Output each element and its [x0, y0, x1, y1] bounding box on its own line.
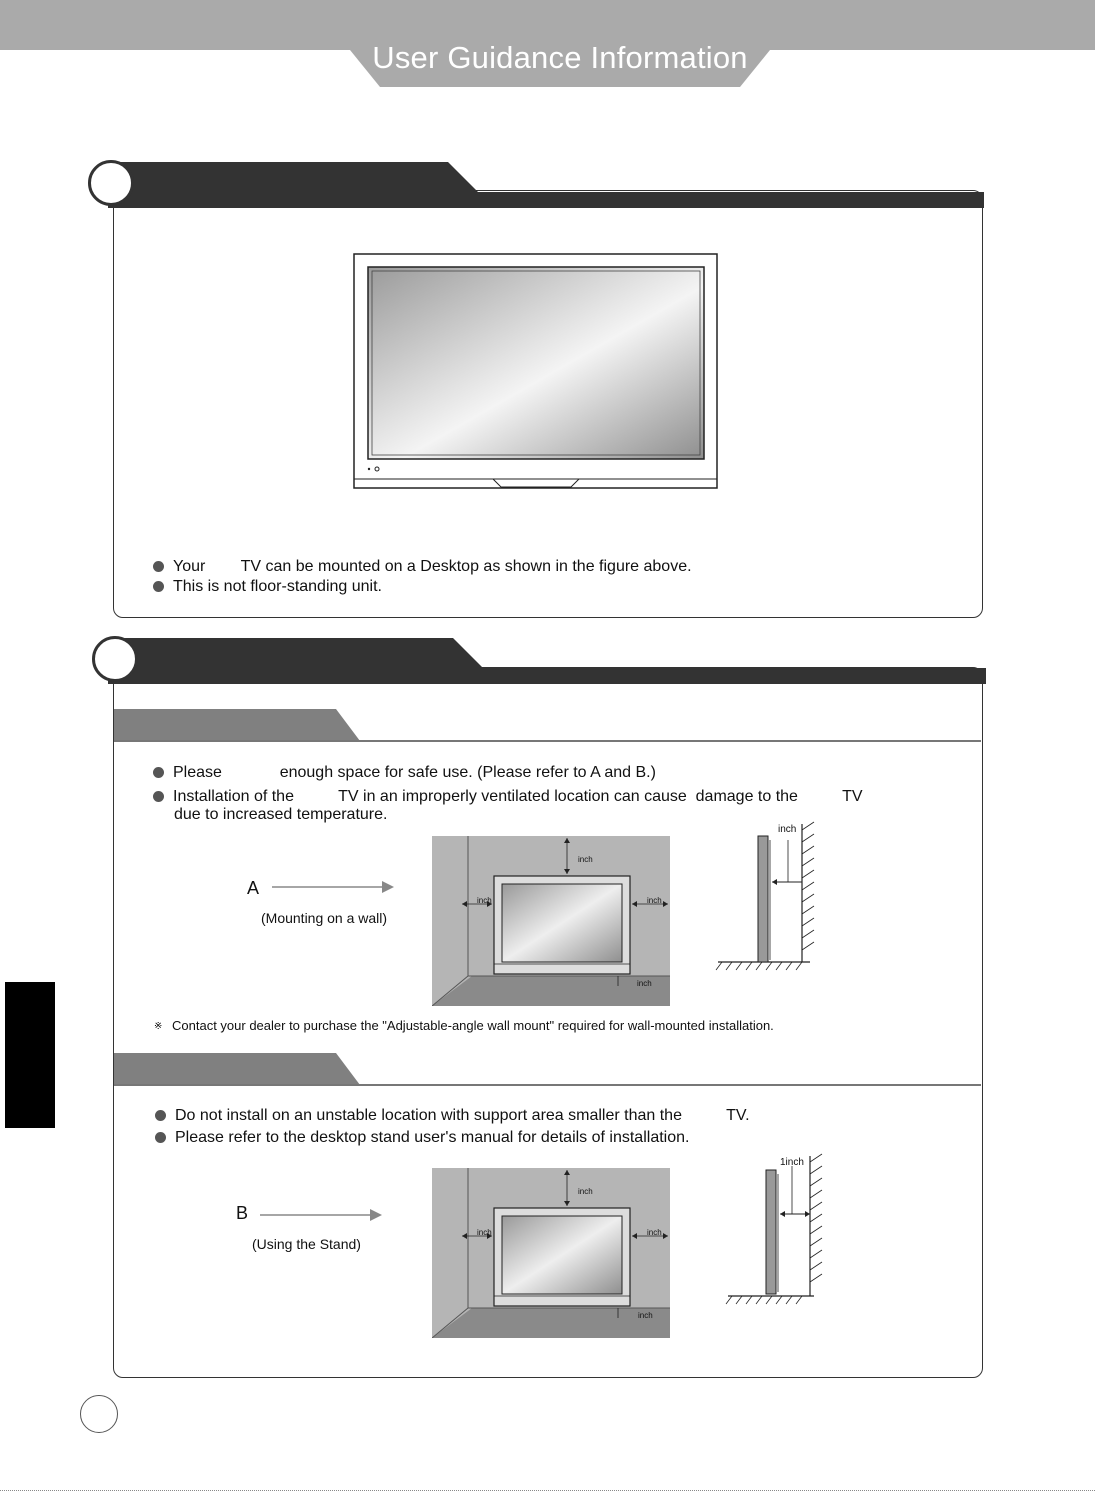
- bullet-dot-icon: [153, 561, 164, 572]
- dim-label-left-a: inch: [477, 896, 492, 905]
- side-label-b: 1inch: [780, 1157, 804, 1168]
- section2-b-bullet-1: Do not install on an unstable location with support area smaller than the TV.: [155, 1106, 750, 1126]
- side-view-wall-illustration: [714, 820, 824, 972]
- bullet-dot-icon: [155, 1110, 166, 1121]
- dim-label-top-b: inch: [578, 1187, 593, 1196]
- section1-bullet-2: This is not floor-standing unit.: [153, 577, 382, 597]
- side-view-stand-illustration: [722, 1150, 832, 1310]
- section1-number-circle: [88, 160, 134, 206]
- dim-label-right-b: inch: [647, 1228, 662, 1237]
- subsection-a-divider: [114, 740, 981, 742]
- section2-a-bullet-2: Installation of the TV in an improperly ventilated location can cause damage to the TV: [153, 787, 863, 807]
- section1-header-bar: [108, 162, 984, 208]
- bullet-dot-icon: [155, 1132, 166, 1143]
- section2-a-bullet-2-cont: due to increased temperature.: [174, 806, 388, 823]
- arrow-b-icon: [258, 1208, 384, 1222]
- section2-b-bullet-2: Please refer to the desktop stand user's manual for details of installation.: [155, 1128, 689, 1148]
- dim-label-bottom-a: inch: [637, 979, 652, 988]
- dim-label-top-a: inch: [578, 855, 593, 864]
- side-label-a: inch: [778, 824, 797, 835]
- page-title: User Guidance Information: [372, 40, 748, 75]
- dim-label-bottom-b: inch: [638, 1311, 653, 1320]
- stand-room-illustration: [432, 1168, 670, 1338]
- section2-number-circle: [92, 636, 138, 682]
- wall-mount-room-illustration: [432, 836, 670, 1006]
- dim-label-right-a: inch: [647, 896, 662, 905]
- subsection-a-tab: [114, 709, 360, 741]
- section1-bullet-1: Your TV can be mounted on a Desktop as shown in the figure above.: [153, 557, 692, 577]
- bullet-dot-icon: [153, 767, 164, 778]
- dim-label-left-b: inch: [477, 1228, 492, 1237]
- tv-front-illustration: [353, 253, 719, 491]
- side-chapter-tab: [5, 982, 55, 1128]
- label-a: A: [247, 878, 260, 898]
- wall-mount-note: Contact your dealer to purchase the "Adjustable-angle wall mount" required for wall-mounted installation.: [172, 1018, 774, 1033]
- caption-a: (Mounting on a wall): [261, 910, 388, 926]
- page-number-circle: [80, 1395, 118, 1433]
- note-symbol: ※: [154, 1021, 163, 1032]
- subsection-b-tab: [114, 1053, 360, 1085]
- bullet-dot-icon: [153, 791, 164, 802]
- section2-header-bar: [108, 638, 986, 684]
- label-b: B: [236, 1203, 249, 1223]
- bottom-dotted-line: [0, 1490, 1095, 1491]
- arrow-a-icon: [270, 880, 396, 894]
- caption-b: (Using the Stand): [252, 1236, 361, 1252]
- section2-a-bullet-1: Please enough space for safe use. (Please refer to A and B.): [153, 763, 656, 783]
- bullet-dot-icon: [153, 581, 164, 592]
- subsection-b-divider: [114, 1084, 981, 1086]
